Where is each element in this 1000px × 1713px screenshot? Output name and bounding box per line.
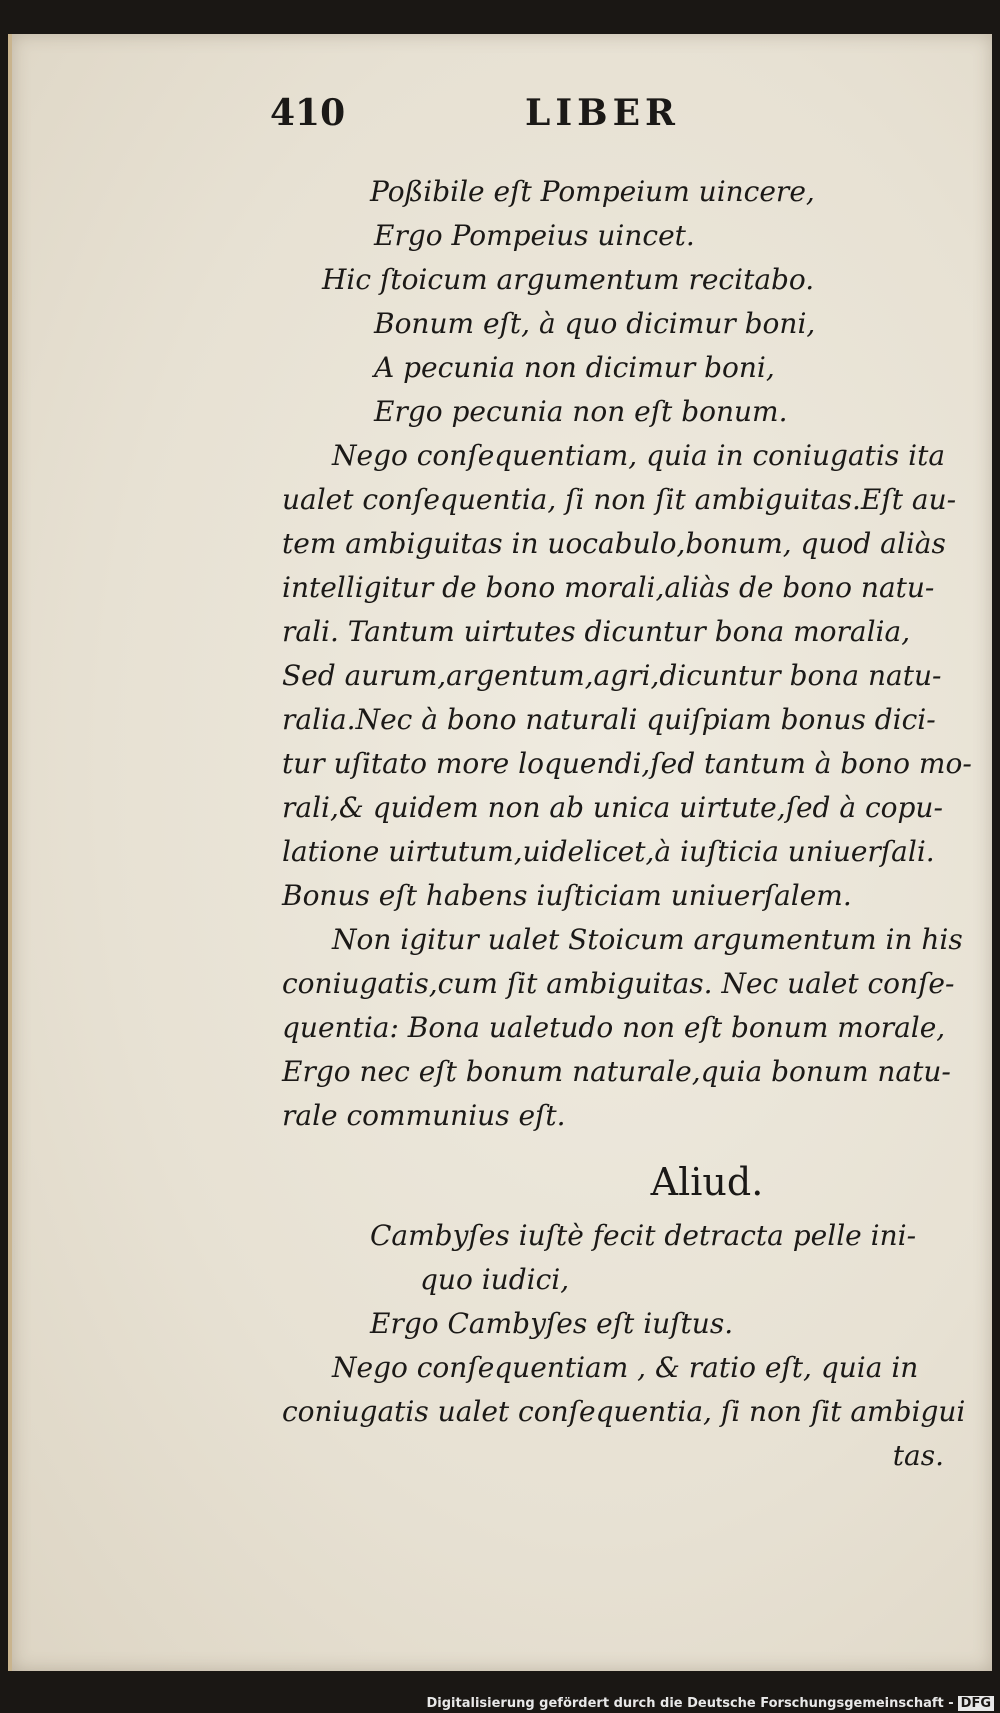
text-line: A pecunia non dicimur boni,	[374, 351, 775, 384]
text-line: Nego conſequentiam, quia in coniugatis ita	[332, 439, 946, 472]
text-line: quo iudici,	[420, 1263, 570, 1296]
text-line: tem ambiguitas in uocabulo,bonum, quod aliàs	[282, 527, 946, 560]
text-line: Hic ſtoicum argumentum recitabo.	[322, 263, 815, 296]
text-line: rali,& quidem non ab unica uirtute,ſed à copu-	[282, 791, 943, 824]
dfg-logo: DFG	[958, 1696, 994, 1711]
text-line: Bonus eſt habens iuſticiam uniuerſalem.	[282, 879, 852, 912]
text-line: Ergo Cambyſes eſt iuſtus.	[370, 1307, 734, 1340]
text-line: Bonum eſt, à quo dicimur boni,	[374, 307, 816, 340]
running-title: LIBER	[525, 92, 680, 134]
text-line: rali. Tantum uirtutes dicuntur bona moralia,	[282, 615, 911, 648]
credit-text: Digitalisierung gefördert durch die Deutsche Forschungsgemeinschaft -	[426, 1696, 954, 1711]
text-line: rale communius eſt.	[282, 1099, 566, 1132]
text-line: coniugatis ualet conſequentia, ſi non ſit ambigui	[282, 1395, 966, 1428]
text-line: ralia.Nec à bono naturali quiſpiam bonus dici-	[282, 703, 936, 736]
body-text	[282, 170, 972, 1478]
text-line: Ergo pecunia non eſt bonum.	[374, 395, 788, 428]
digitization-credit	[427, 1696, 995, 1711]
catchword: tas.	[892, 1439, 944, 1472]
text-line: Nego conſequentiam , & ratio eſt, quia in	[332, 1351, 919, 1384]
text-line: Ergo Pompeius uincet.	[374, 219, 695, 252]
text-line: Sed aurum,argentum,agri,dicuntur bona natu-	[282, 659, 942, 692]
text-line: quentia: Bona ualetudo non eſt bonum morale,	[282, 1011, 946, 1044]
section-heading: Aliud.	[650, 1160, 764, 1204]
text-line: Ergo nec eſt bonum naturale,quia bonum natu-	[282, 1055, 951, 1088]
text-line: ualet conſequentia, ſi non ſit ambiguitas.Eſt au-	[282, 483, 957, 516]
text-line: Cambyſes iuſtè fecit detracta pelle ini-	[370, 1219, 917, 1252]
text-line: Poßibile eſt Pompeium uincere,	[370, 175, 815, 208]
text-line: tur uſitato more loquendi,ſed tantum à bono mo-	[282, 747, 972, 780]
text-line: Non igitur ualet Stoicum argumentum in his	[332, 923, 963, 956]
text-line: intelligitur de bono morali,aliàs de bono natu-	[282, 571, 935, 604]
text-line: latione uirtutum,uidelicet,à iuſticia uniuerſali.	[282, 835, 935, 868]
text-line: coniugatis,cum ſit ambiguitas. Nec ualet conſe-	[282, 967, 955, 1000]
page-number: 410	[270, 92, 346, 134]
